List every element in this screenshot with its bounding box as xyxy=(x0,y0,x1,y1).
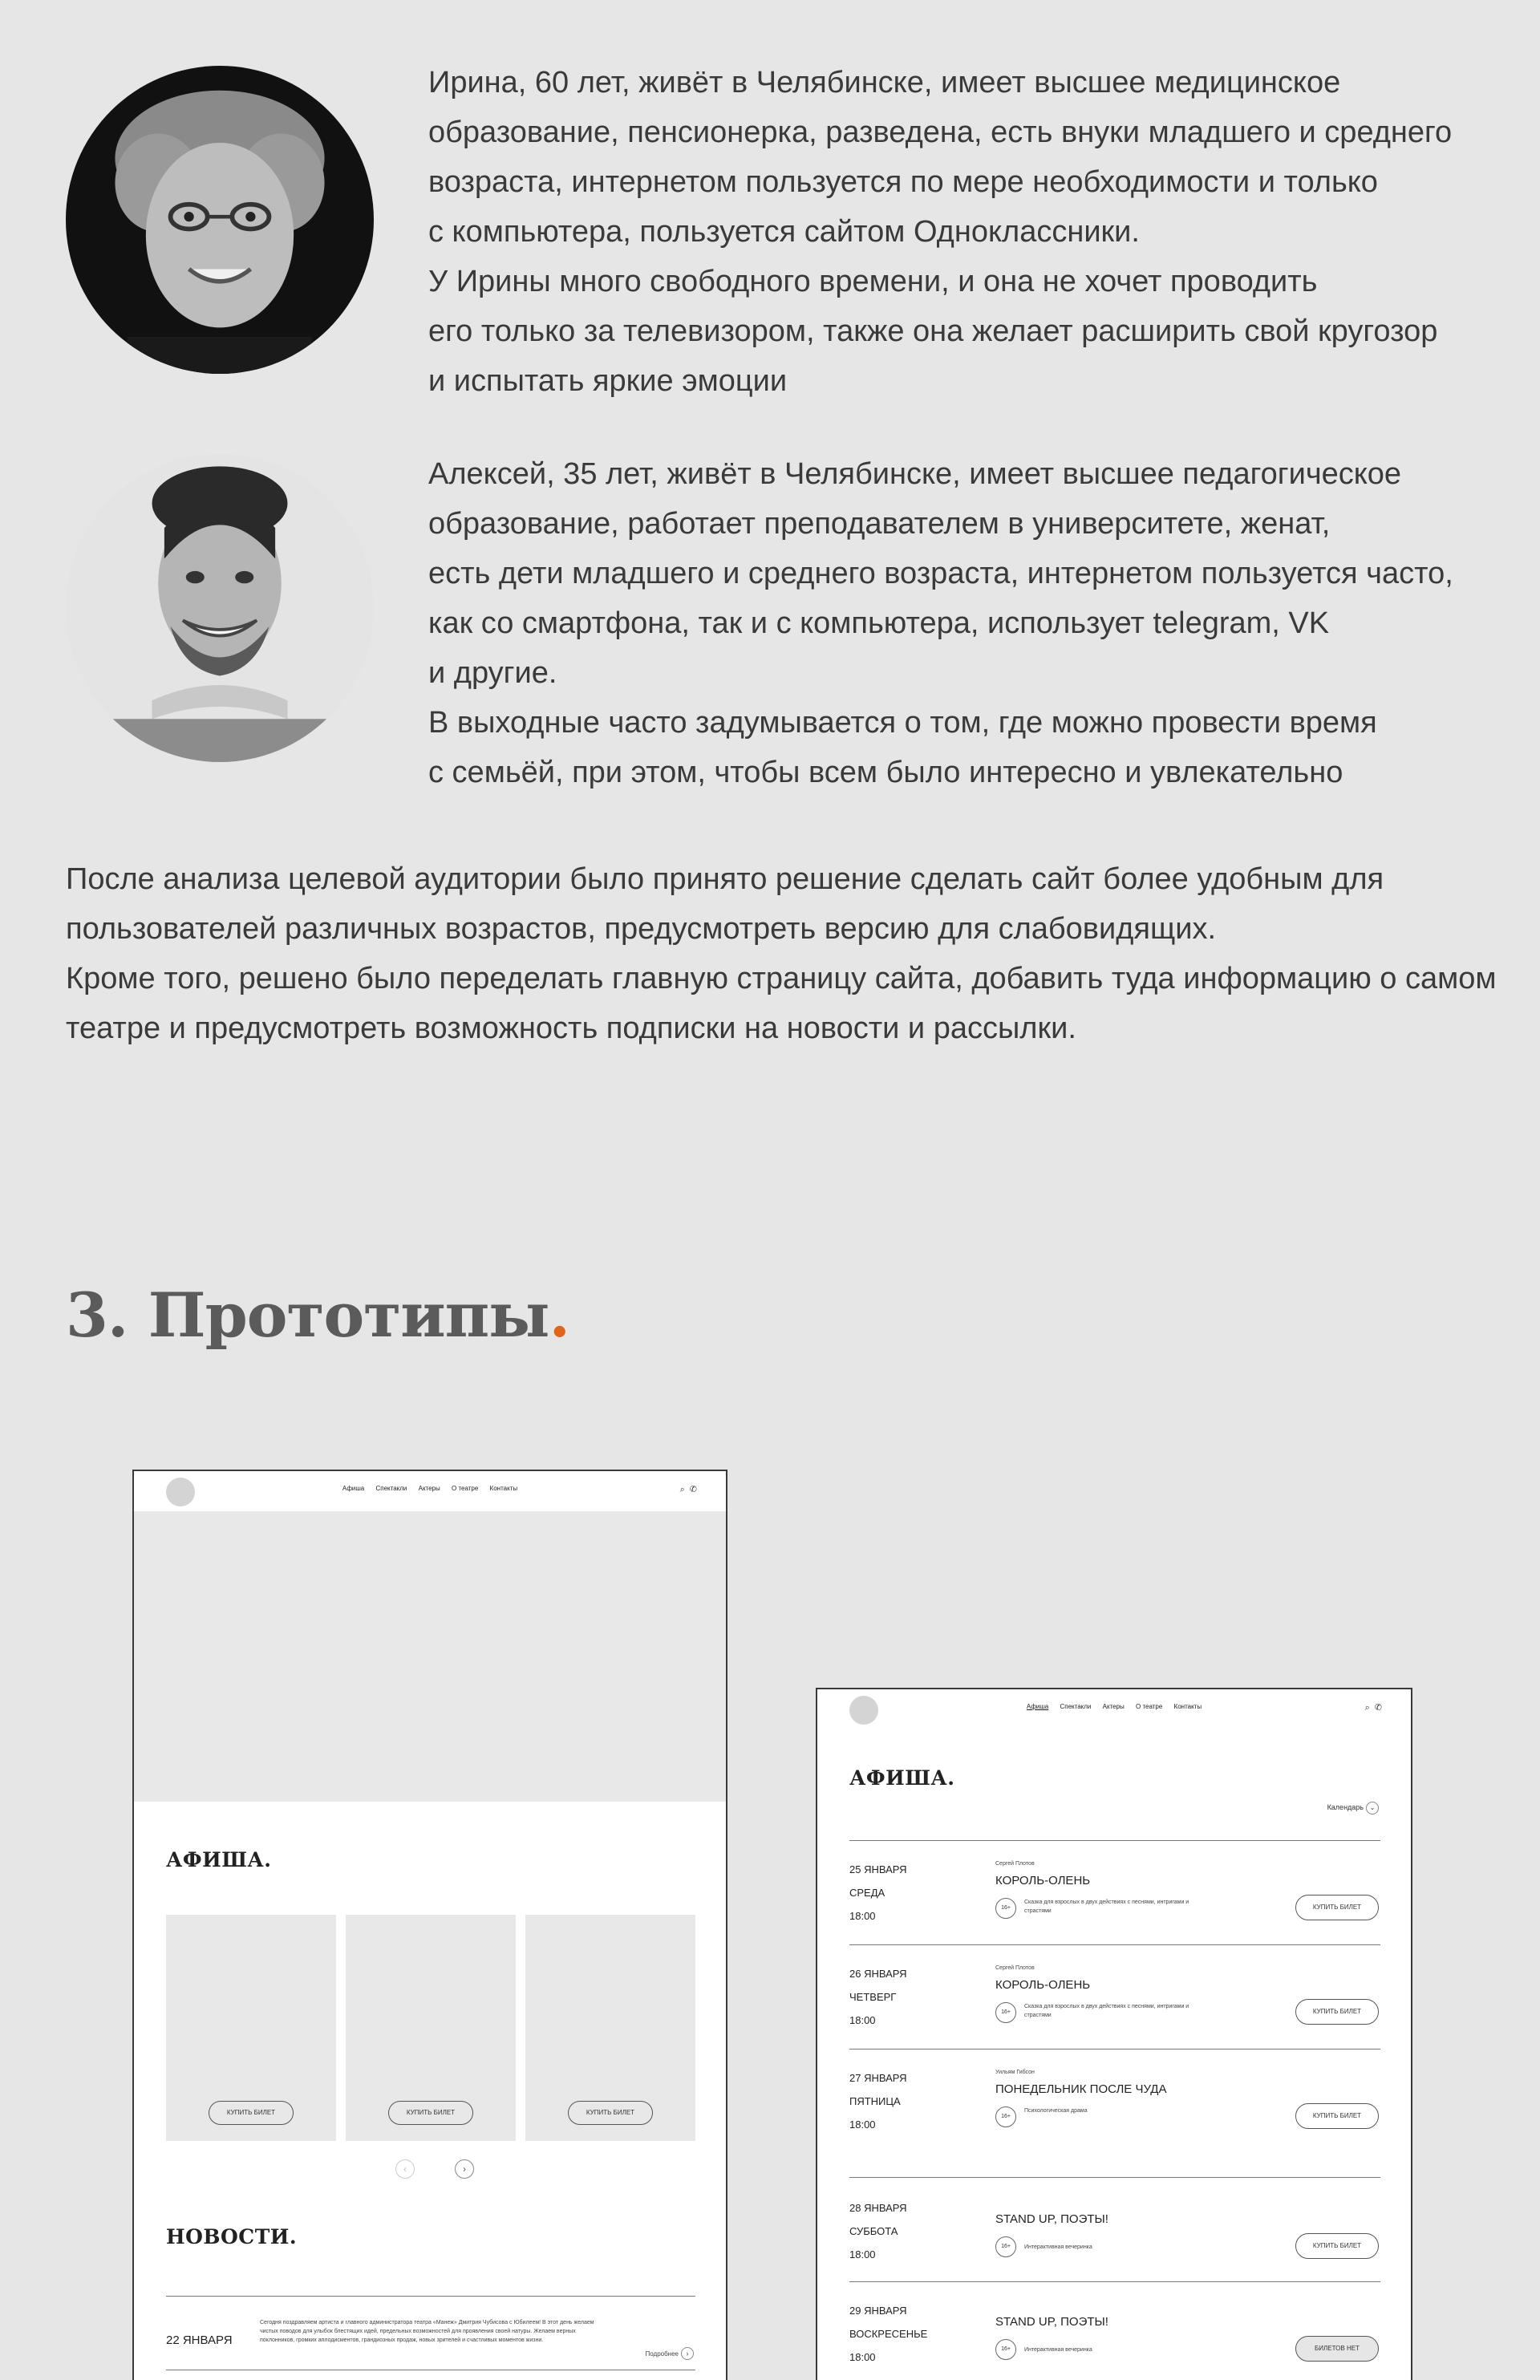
prototype-afisha-header xyxy=(817,1689,1411,1729)
event-day: 29 ЯНВАРЯ xyxy=(849,2305,907,2317)
carousel-prev-icon[interactable]: ‹ xyxy=(395,2159,415,2179)
prototype-afisha-page xyxy=(816,1688,1412,2380)
news-heading: НОВОСТИ. xyxy=(166,2225,298,2248)
prototype-afisha-nav xyxy=(817,1703,1411,1710)
event-author: Уильям Гибсон xyxy=(995,2070,1035,2075)
event-date xyxy=(849,1858,907,1928)
section-title-dot: . xyxy=(549,1279,569,1351)
man-portrait-icon xyxy=(66,454,374,762)
nav-item-shows[interactable]: Спектакли xyxy=(375,1485,407,1492)
avatar-irina xyxy=(66,66,374,374)
carousel-next-icon[interactable]: › xyxy=(455,2159,474,2179)
show-card[interactable] xyxy=(346,1915,516,2141)
event-author: Сергей Плотов xyxy=(995,1861,1035,1867)
nav-item-about[interactable]: О театре xyxy=(452,1485,479,1492)
buy-ticket-button[interactable]: КУПИТЬ БИЛЕТ xyxy=(209,2101,294,2125)
divider xyxy=(849,2281,1380,2282)
divider xyxy=(849,1944,1380,1945)
analysis-conclusion xyxy=(66,854,1510,1053)
buy-ticket-button[interactable]: КУПИТЬ БИЛЕТ xyxy=(1295,2233,1379,2259)
event-description: Интерактивная вечеринка xyxy=(1024,2347,1092,2353)
afisha-heading: АФИША. xyxy=(849,1766,955,1790)
sold-out-button[interactable]: БИЛЕТОВ НЕТ xyxy=(1295,2336,1379,2362)
event-description: Сказка для взрослых в двух действиях с песнями, интригами и страстями xyxy=(1024,2004,1189,2018)
persona-aleksey-text xyxy=(428,449,1540,797)
news-more-link[interactable] xyxy=(646,2347,695,2360)
nav-item-afisha[interactable]: Афиша xyxy=(342,1485,365,1492)
header-icons xyxy=(1360,1702,1382,1713)
event-description: Интерактивная вечеринка xyxy=(1024,2244,1092,2250)
age-rating-badge: 16+ xyxy=(995,1898,1016,1919)
event-day: 26 ЯНВАРЯ xyxy=(849,1968,907,1980)
age-rating-badge: 16+ xyxy=(995,2236,1016,2257)
arrow-right-icon: › xyxy=(681,2347,694,2360)
prototype-home-nav xyxy=(134,1485,726,1492)
event-date xyxy=(849,2196,907,2266)
avatar-aleksey xyxy=(66,454,374,762)
header-icons xyxy=(675,1484,697,1495)
prototype-home-page xyxy=(132,1470,727,2380)
show-card[interactable] xyxy=(525,1915,695,2141)
chevron-down-icon: ⌄ xyxy=(1366,1802,1379,1814)
event-day: 25 ЯНВАРЯ xyxy=(849,1863,907,1875)
section-title-text: 3. Прототипы xyxy=(66,1279,549,1351)
buy-ticket-button[interactable]: КУПИТЬ БИЛЕТ xyxy=(568,2101,653,2125)
prototype-home-header xyxy=(134,1471,726,1511)
event-title[interactable]: КОРОЛЬ-ОЛЕНЬ xyxy=(995,1874,1091,1887)
nav-item-actors[interactable]: Актеры xyxy=(418,1485,440,1492)
event-title[interactable]: STAND UP, ПОЭТЫ! xyxy=(995,2315,1108,2329)
age-rating-badge: 16+ xyxy=(995,2106,1016,2127)
persona-irina-description: Ирина, 60 лет, живёт в Челябинске, имеет высшее медицинское образование, пенсионерка, разведена, есть внуки младшего и среднего возраста, интернетом пользуется по мере необходимости и только с компьютера, пользуется сайтом Одноклассники. У Ирины много свободного времени, и она не хочет проводить его только за телевизором, также она желает расширить свой кругозор и испытать яркие эмоции xyxy=(428,66,1453,398)
calendar-toggle[interactable] xyxy=(1327,1802,1379,1814)
afisha-heading: АФИША. xyxy=(166,1848,272,1871)
age-rating-badge: 16+ xyxy=(995,2002,1016,2023)
divider xyxy=(166,2296,695,2297)
divider xyxy=(849,1840,1380,1841)
phone-icon[interactable]: ✆ xyxy=(689,1485,697,1494)
event-description: Психологическая драма xyxy=(1024,2108,1088,2114)
event-weekday: ВОСКРЕСЕНЬЕ xyxy=(849,2328,928,2340)
event-weekday: ЧЕТВЕРГ xyxy=(849,1991,897,2003)
event-date xyxy=(849,1962,907,2032)
conclusion-text: После анализа целевой аудитории было принято решение сделать сайт более удобным для пользователей различных возрастов, предусмотреть версию для слабовидящих. Кроме того, решено было переделать главную страницу сайта, добавить туда информацию о самом театре и предусмотреть возможность подписки на новости и рассылки. xyxy=(66,862,1497,1045)
event-date xyxy=(849,2066,907,2136)
age-rating-badge: 16+ xyxy=(995,2339,1016,2360)
event-time: 18:00 xyxy=(849,2351,876,2363)
event-title[interactable]: ПОНЕДЕЛЬНИК ПОСЛЕ ЧУДА xyxy=(995,2082,1167,2096)
calendar-label: Календарь xyxy=(1327,1803,1364,1811)
phone-icon[interactable]: ✆ xyxy=(1374,1703,1382,1713)
hero-image-placeholder xyxy=(134,1511,726,1802)
event-time: 18:00 xyxy=(849,2014,876,2026)
nav-item-afisha[interactable]: Афиша xyxy=(1026,1703,1049,1710)
event-day: 28 ЯНВАРЯ xyxy=(849,2202,907,2214)
event-description: Сказка для взрослых в двух действиях с песнями, интригами и страстями xyxy=(1024,1900,1189,1914)
event-day: 27 ЯНВАРЯ xyxy=(849,2072,907,2084)
search-icon[interactable]: ⌕ xyxy=(679,1485,685,1494)
event-time: 18:00 xyxy=(849,2248,876,2260)
event-weekday: СУББОТА xyxy=(849,2225,898,2237)
show-card[interactable] xyxy=(166,1915,336,2141)
divider xyxy=(849,2049,1380,2050)
nav-item-about[interactable]: О театре xyxy=(1136,1703,1163,1710)
persona-aleksey-description: Алексей, 35 лет, живёт в Челябинске, имеет высшее педагогическое образование, работает преподавателем в университете, женат, есть дети младшего и среднего возраста, интернетом пользуется часто, как со смартфона, так и с компьютера, использует telegram, VK и другие. В выходные часто задумывается о том, где можно провести время с семьёй, при этом, чтобы всем было интересно и увлекательно xyxy=(428,457,1453,789)
event-weekday: СРЕДА xyxy=(849,1887,886,1899)
nav-item-contacts[interactable]: Контакты xyxy=(1173,1703,1202,1710)
event-weekday: ПЯТНИЦА xyxy=(849,2095,901,2107)
logo-placeholder[interactable] xyxy=(849,1696,878,1725)
buy-ticket-button[interactable]: КУПИТЬ БИЛЕТ xyxy=(1295,2103,1379,2129)
search-icon[interactable]: ⌕ xyxy=(1364,1703,1370,1713)
nav-item-shows[interactable]: Спектакли xyxy=(1060,1703,1092,1710)
nav-item-contacts[interactable]: Контакты xyxy=(489,1485,518,1492)
event-title[interactable]: STAND UP, ПОЭТЫ! xyxy=(995,2212,1108,2226)
buy-ticket-button[interactable]: КУПИТЬ БИЛЕТ xyxy=(1295,1999,1379,2025)
news-more-label: Подробнее xyxy=(645,2350,679,2358)
news-date: 22 ЯНВАРЯ xyxy=(166,2333,233,2347)
buy-ticket-button[interactable]: КУПИТЬ БИЛЕТ xyxy=(1295,1895,1379,1920)
event-author: Сергей Плотов xyxy=(995,1965,1035,1971)
event-time: 18:00 xyxy=(849,2118,876,2131)
persona-irina-text xyxy=(428,58,1540,406)
event-date xyxy=(849,2299,927,2369)
woman-portrait-icon xyxy=(66,66,374,374)
event-time: 18:00 xyxy=(849,1910,876,1922)
section-title xyxy=(66,1279,569,1351)
nav-item-actors[interactable]: Актеры xyxy=(1102,1703,1125,1710)
divider xyxy=(849,2177,1380,2178)
buy-ticket-button[interactable]: КУПИТЬ БИЛЕТ xyxy=(388,2101,473,2125)
event-title[interactable]: КОРОЛЬ-ОЛЕНЬ xyxy=(995,1978,1091,1992)
news-text: Сегодня поздравляем артиста и главного администратора театра «Манеж» Дмитрия Чубисова с Юбилеем! В этот день желаем чистых поводов для улыбок блестящих идей, предельных возможностей для проявления своей натуры. Желаем верных поклонников, громких аплодисментов, грандиозных продаж, новых зрителей и счастливых моментов жизни. xyxy=(260,2320,594,2343)
logo-placeholder[interactable] xyxy=(166,1478,195,1506)
